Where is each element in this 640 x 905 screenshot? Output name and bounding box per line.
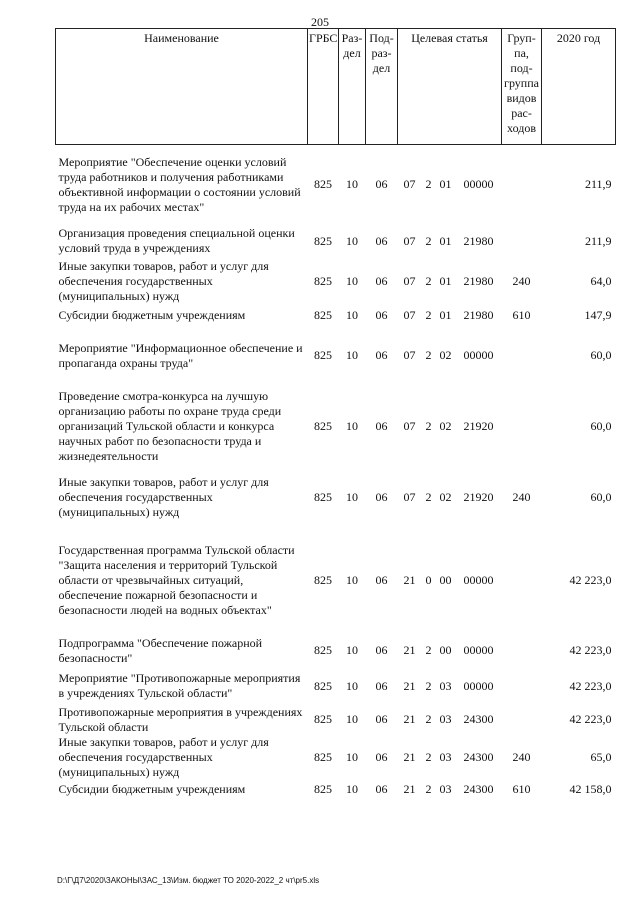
cell-grbs: 825 <box>314 749 332 764</box>
cell-subsection: 06 <box>375 419 388 433</box>
cell-target-subprogram: 2 <box>425 490 432 504</box>
cell-target-direction: 21920 <box>463 490 494 504</box>
cell-subsection: 06 <box>375 643 388 657</box>
cell-target-subprogram: 2 <box>425 678 432 693</box>
cell-target-subprogram: 2 <box>425 782 432 796</box>
cell-target-program: 07 <box>403 274 416 288</box>
cell-amount: 211,9 <box>584 177 612 192</box>
cell-target-program: 07 <box>403 348 416 362</box>
cell-name: Мероприятие "Информационное обеспечение и пропаганда охраны труда" <box>58 340 303 370</box>
cell-expense-group: 240 <box>512 274 531 288</box>
cell-expense-group: 610 <box>512 782 531 796</box>
cell-amount: 60,0 <box>590 348 612 362</box>
cell-target-program: 21 <box>403 782 416 796</box>
cell-section: 10 <box>346 782 358 796</box>
footer-file-path: D:\Г\Д7\2020\ЗАКОНЫ\ЗАС_13\Изм. бюджет ТО 2020-2022_2 чт\pr5.xls <box>57 876 320 885</box>
table-header <box>56 29 616 145</box>
cell-subsection: 06 <box>375 749 388 764</box>
cell-name: Проведение смотра-конкурса на лучшую организацию работы по охране труда среди организаций Тульской области и конкурса научных работ по безопасности труда и жизнедеятельности <box>58 389 282 463</box>
header-section: Раз-дел <box>339 29 366 145</box>
cell-name: Мероприятие "Обеспечение оценки условий труда работников и получения работниками объективной информации о состоянии условий труда на их рабочих местах" <box>58 154 301 214</box>
cell-expense-group <box>502 528 542 634</box>
cell-grbs: 825 <box>314 678 332 693</box>
header-target: Целевая статья <box>398 29 502 145</box>
cell-amount: 42 223,0 <box>569 573 612 587</box>
cell-amount: 60,0 <box>590 419 612 433</box>
cell-grbs: 825 <box>314 782 332 796</box>
table-row <box>56 528 616 634</box>
cell-target-event: 03 <box>439 712 452 726</box>
cell-section: 10 <box>346 177 358 192</box>
cell-target-program: 07 <box>403 177 416 192</box>
cell-section: 10 <box>346 233 358 248</box>
header-name: Наименование <box>56 29 308 145</box>
cell-expense-group: 610 <box>512 308 531 322</box>
cell-name: Субсидии бюджетным учреждениям <box>58 308 246 322</box>
header-group: Груп-па, под-группа видов рас-ходов <box>502 29 542 145</box>
table-body <box>56 145 616 800</box>
cell-target-event: 02 <box>439 348 452 362</box>
cell-section: 10 <box>346 490 358 504</box>
cell-grbs: 825 <box>314 274 332 288</box>
cell-grbs: 825 <box>314 177 332 192</box>
cell-section: 10 <box>346 712 358 726</box>
cell-expense-group <box>502 145 542 225</box>
cell-expense-group: 240 <box>512 490 531 504</box>
cell-expense-group <box>502 634 542 668</box>
cell-target-subprogram: 2 <box>425 274 432 288</box>
table-row <box>56 306 616 326</box>
cell-amount: 42 158,0 <box>569 782 612 796</box>
cell-section: 10 <box>346 308 358 322</box>
cell-target-subprogram: 0 <box>425 573 432 587</box>
cell-target-program: 21 <box>403 712 416 726</box>
table-row <box>56 468 616 528</box>
cell-target-program: 21 <box>403 573 416 587</box>
cell-target-direction: 00000 <box>463 643 494 657</box>
cell-target-subprogram: 2 <box>425 177 432 192</box>
cell-target-subprogram: 2 <box>425 749 432 764</box>
header-year: 2020 год <box>542 29 616 145</box>
table-row <box>56 705 616 735</box>
cell-target-direction: 00000 <box>463 348 494 362</box>
cell-section: 10 <box>346 348 358 362</box>
table-row <box>56 780 616 800</box>
cell-target-program: 07 <box>403 233 416 248</box>
cell-target-direction: 21980 <box>463 308 494 322</box>
cell-name: Иные закупки товаров, работ и услуг для обеспечения государственных (муниципальных) нужд <box>58 734 269 779</box>
cell-subsection: 06 <box>375 177 388 192</box>
cell-target-event: 02 <box>439 419 452 433</box>
cell-section: 10 <box>346 643 358 657</box>
page-number: 205 <box>311 15 329 29</box>
cell-target-subprogram: 2 <box>425 308 432 322</box>
cell-expense-group <box>502 326 542 386</box>
cell-target-event: 01 <box>439 233 452 248</box>
cell-section: 10 <box>346 573 358 587</box>
cell-amount: 42 223,0 <box>569 678 612 693</box>
cell-target-event: 01 <box>439 177 452 192</box>
cell-target-event: 02 <box>439 490 452 504</box>
cell-name: Организация проведения специальной оценки условий труда в учреждениях <box>58 226 295 255</box>
cell-section: 10 <box>346 749 358 764</box>
cell-name: Подпрограмма "Обеспечение пожарной безопасности" <box>58 635 263 665</box>
cell-name: Противопожарные мероприятия в учреждениях Тульской области <box>58 704 303 734</box>
cell-name: Иные закупки товаров, работ и услуг для обеспечения государственных (муниципальных) нужд <box>58 475 269 519</box>
cell-subsection: 06 <box>375 490 388 504</box>
cell-target-direction: 24300 <box>463 749 494 764</box>
cell-grbs: 825 <box>314 308 332 322</box>
cell-target-direction: 21980 <box>463 233 494 248</box>
cell-target-event: 01 <box>439 308 452 322</box>
cell-amount: 147,9 <box>584 308 612 322</box>
cell-subsection: 06 <box>375 782 388 796</box>
cell-section: 10 <box>346 678 358 693</box>
cell-target-direction: 00000 <box>463 678 494 693</box>
cell-amount: 211,9 <box>584 233 612 248</box>
cell-target-direction: 21980 <box>463 274 494 288</box>
cell-subsection: 06 <box>375 348 388 362</box>
cell-target-direction: 24300 <box>463 782 494 796</box>
cell-expense-group <box>502 386 542 468</box>
cell-target-program: 21 <box>403 678 416 693</box>
table-row <box>56 258 616 306</box>
cell-amount: 64,0 <box>590 274 612 288</box>
header-subsection: Под-раз-дел <box>366 29 398 145</box>
header-grbs: ГРБС <box>308 29 339 145</box>
table-row <box>56 668 616 705</box>
cell-expense-group <box>502 705 542 735</box>
cell-expense-group: 240 <box>512 749 531 764</box>
cell-target-subprogram: 2 <box>425 348 432 362</box>
cell-target-event: 00 <box>439 643 452 657</box>
table-row <box>56 145 616 225</box>
cell-target-event: 00 <box>439 573 452 587</box>
cell-target-subprogram: 2 <box>425 419 432 433</box>
cell-target-subprogram: 2 <box>425 643 432 657</box>
cell-target-direction: 21920 <box>463 419 494 433</box>
cell-subsection: 06 <box>375 274 388 288</box>
cell-target-direction: 24300 <box>463 712 494 726</box>
cell-subsection: 06 <box>375 308 388 322</box>
table-row <box>56 634 616 668</box>
cell-subsection: 06 <box>375 573 388 587</box>
cell-name: Иные закупки товаров, работ и услуг для обеспечения государственных (муниципальных) нужд <box>58 259 269 303</box>
cell-amount: 42 223,0 <box>569 712 612 726</box>
cell-grbs: 825 <box>314 573 332 587</box>
cell-amount: 60,0 <box>590 490 612 504</box>
cell-amount: 42 223,0 <box>569 643 612 657</box>
cell-target-program: 21 <box>403 749 416 764</box>
cell-section: 10 <box>346 274 358 288</box>
cell-target-event: 01 <box>439 274 452 288</box>
cell-target-event: 03 <box>439 782 452 796</box>
table-row <box>56 735 616 780</box>
table-row <box>56 386 616 468</box>
cell-target-event: 03 <box>439 749 452 764</box>
cell-subsection: 06 <box>375 233 388 248</box>
table-row <box>56 326 616 386</box>
cell-section: 10 <box>346 419 358 433</box>
cell-target-program: 07 <box>403 490 416 504</box>
cell-target-program: 07 <box>403 308 416 322</box>
cell-expense-group <box>502 225 542 258</box>
cell-grbs: 825 <box>314 490 332 504</box>
cell-target-direction: 00000 <box>463 177 494 192</box>
cell-amount: 65,0 <box>590 749 612 764</box>
cell-target-subprogram: 2 <box>425 233 432 248</box>
cell-name: Государственная программа Тульской области "Защита населения и территорий Тульской области от чрезвычайных ситуаций, обеспечение пожарной безопасности и безопасности людей на водных объектах" <box>58 543 295 617</box>
cell-target-subprogram: 2 <box>425 712 432 726</box>
cell-name: Мероприятие "Противопожарные мероприятия в учреждениях Тульской области" <box>58 671 301 700</box>
cell-grbs: 825 <box>314 419 332 433</box>
cell-grbs: 825 <box>314 712 332 726</box>
cell-target-direction: 00000 <box>463 573 494 587</box>
cell-grbs: 825 <box>314 233 332 248</box>
cell-grbs: 825 <box>314 348 332 362</box>
cell-name: Субсидии бюджетным учреждениям <box>58 782 246 796</box>
cell-expense-group <box>502 668 542 705</box>
cell-grbs: 825 <box>314 643 332 657</box>
cell-target-event: 03 <box>439 678 452 693</box>
cell-target-program: 07 <box>403 419 416 433</box>
cell-target-program: 21 <box>403 643 416 657</box>
budget-table <box>55 28 616 800</box>
cell-subsection: 06 <box>375 678 388 693</box>
table-row <box>56 225 616 258</box>
cell-subsection: 06 <box>375 712 388 726</box>
